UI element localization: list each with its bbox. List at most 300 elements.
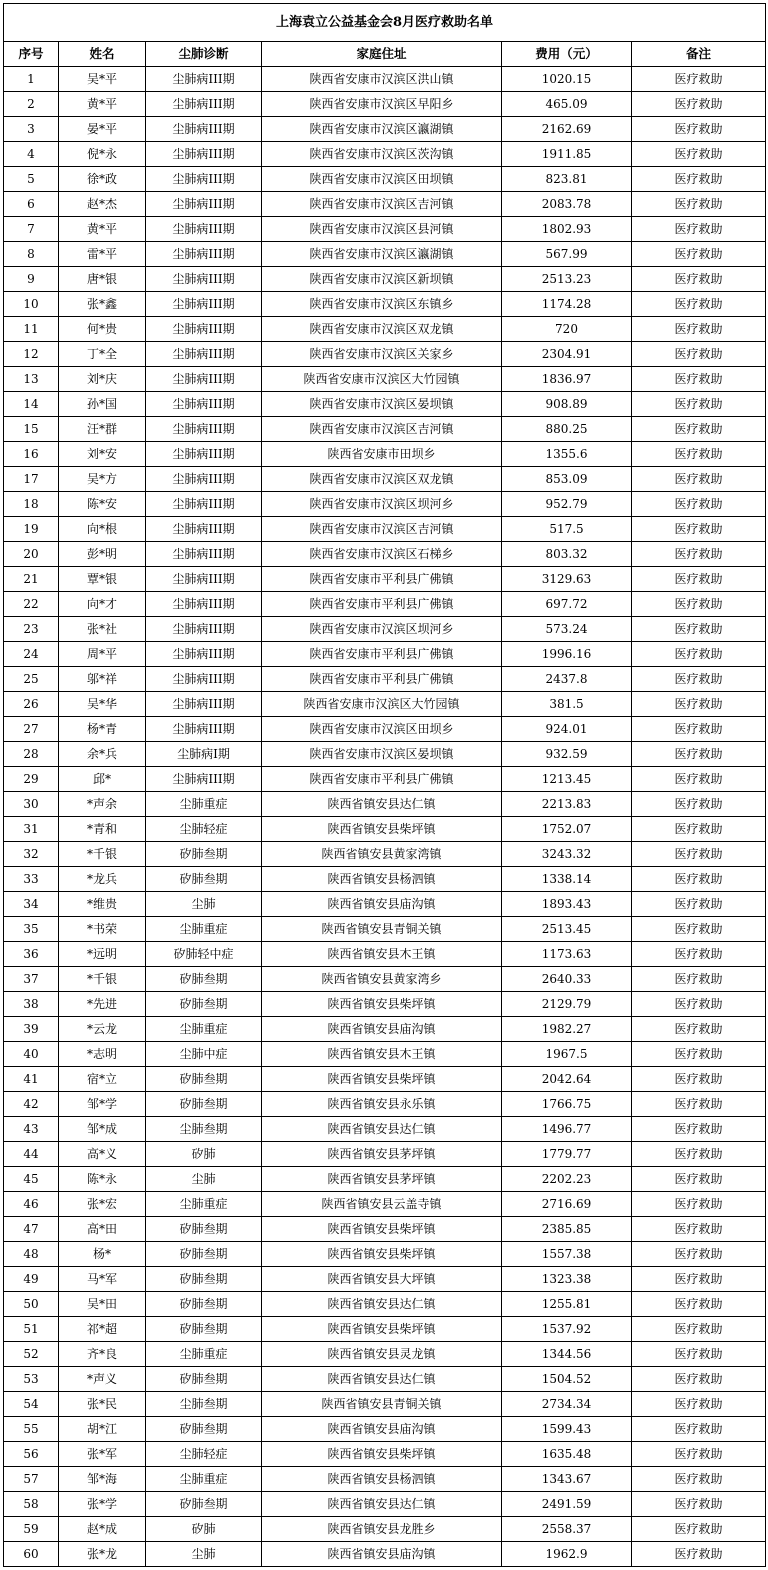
cell-address: 陕西省镇安县达仁镇	[262, 1292, 502, 1317]
cell-diagnosis: 尘肺重症	[146, 792, 262, 817]
cell-cost: 3243.32	[502, 842, 632, 867]
cell-address: 陕西省镇安县庙沟镇	[262, 892, 502, 917]
cell-index: 15	[4, 417, 59, 442]
cell-index: 17	[4, 467, 59, 492]
cell-cost: 880.25	[502, 417, 632, 442]
cell-diagnosis: 尘肺	[146, 892, 262, 917]
cell-name: *青和	[59, 817, 146, 842]
cell-cost: 720	[502, 317, 632, 342]
cell-index: 47	[4, 1217, 59, 1242]
cell-index: 37	[4, 967, 59, 992]
cell-name: *龙兵	[59, 867, 146, 892]
cell-remark: 医疗救助	[632, 142, 766, 167]
cell-index: 56	[4, 1442, 59, 1467]
cell-remark: 医疗救助	[632, 992, 766, 1017]
cell-diagnosis: 尘肺重症	[146, 1467, 262, 1492]
cell-address: 陕西省镇安县黄家湾乡	[262, 967, 502, 992]
cell-diagnosis: 尘肺病III期	[146, 267, 262, 292]
cell-remark: 医疗救助	[632, 817, 766, 842]
column-header-address: 家庭住址	[262, 42, 502, 67]
cell-cost: 2437.8	[502, 667, 632, 692]
cell-cost: 2202.23	[502, 1167, 632, 1192]
cell-cost: 2716.69	[502, 1192, 632, 1217]
cell-name: 宿*立	[59, 1067, 146, 1092]
cell-remark: 医疗救助	[632, 1342, 766, 1367]
cell-name: 黄*平	[59, 217, 146, 242]
cell-remark: 医疗救助	[632, 342, 766, 367]
cell-cost: 1967.5	[502, 1042, 632, 1067]
table-row	[4, 1467, 766, 1492]
cell-remark: 医疗救助	[632, 1067, 766, 1092]
table-row	[4, 742, 766, 767]
cell-cost: 1996.16	[502, 642, 632, 667]
cell-remark: 医疗救助	[632, 1167, 766, 1192]
cell-name: 陈*安	[59, 492, 146, 517]
table-row	[4, 167, 766, 192]
cell-name: 余*兵	[59, 742, 146, 767]
cell-name: *书荣	[59, 917, 146, 942]
cell-name: 黄*平	[59, 92, 146, 117]
cell-diagnosis: 矽肺叁期	[146, 1292, 262, 1317]
cell-cost: 2385.85	[502, 1217, 632, 1242]
cell-diagnosis: 尘肺病III期	[146, 392, 262, 417]
cell-cost: 2640.33	[502, 967, 632, 992]
cell-index: 32	[4, 842, 59, 867]
cell-diagnosis: 矽肺叁期	[146, 867, 262, 892]
cell-address: 陕西省安康市汉滨区吉河镇	[262, 417, 502, 442]
cell-address: 陕西省镇安县柴坪镇	[262, 992, 502, 1017]
table-row	[4, 142, 766, 167]
cell-diagnosis: 尘肺病III期	[146, 642, 262, 667]
cell-address: 陕西省安康市平利县广佛镇	[262, 767, 502, 792]
cell-remark: 医疗救助	[632, 367, 766, 392]
aid-list-table	[3, 3, 766, 1567]
cell-index: 3	[4, 117, 59, 142]
cell-cost: 697.72	[502, 592, 632, 617]
cell-index: 40	[4, 1042, 59, 1067]
cell-index: 45	[4, 1167, 59, 1192]
table-row	[4, 867, 766, 892]
cell-address: 陕西省镇安县庙沟镇	[262, 1017, 502, 1042]
cell-cost: 1323.38	[502, 1267, 632, 1292]
cell-index: 52	[4, 1342, 59, 1367]
cell-index: 30	[4, 792, 59, 817]
cell-cost: 1338.14	[502, 867, 632, 892]
cell-address: 陕西省安康市汉滨区瀛湖镇	[262, 117, 502, 142]
column-header-cost: 费用（元）	[502, 42, 632, 67]
cell-remark: 医疗救助	[632, 1242, 766, 1267]
cell-cost: 1635.48	[502, 1442, 632, 1467]
cell-cost: 1173.63	[502, 942, 632, 967]
table-row	[4, 1092, 766, 1117]
cell-address: 陕西省安康市汉滨区田坝乡	[262, 717, 502, 742]
cell-cost: 1752.07	[502, 817, 632, 842]
cell-remark: 医疗救助	[632, 1192, 766, 1217]
cell-cost: 2083.78	[502, 192, 632, 217]
cell-index: 27	[4, 717, 59, 742]
cell-remark: 医疗救助	[632, 567, 766, 592]
cell-cost: 1599.43	[502, 1417, 632, 1442]
cell-name: 杨*青	[59, 717, 146, 742]
cell-address: 陕西省安康市汉滨区晏坝镇	[262, 392, 502, 417]
cell-cost: 1020.15	[502, 67, 632, 92]
cell-address: 陕西省镇安县大坪镇	[262, 1267, 502, 1292]
table-body	[4, 67, 766, 1567]
table-row	[4, 842, 766, 867]
cell-cost: 924.01	[502, 717, 632, 742]
cell-diagnosis: 尘肺病III期	[146, 617, 262, 642]
table-row	[4, 1167, 766, 1192]
cell-name: *远明	[59, 942, 146, 967]
cell-cost: 1496.77	[502, 1117, 632, 1142]
cell-name: 覃*银	[59, 567, 146, 592]
cell-address: 陕西省安康市汉滨区茨沟镇	[262, 142, 502, 167]
cell-address: 陕西省镇安县茅坪镇	[262, 1142, 502, 1167]
table-row	[4, 1117, 766, 1142]
cell-remark: 医疗救助	[632, 442, 766, 467]
cell-address: 陕西省镇安县木王镇	[262, 1042, 502, 1067]
cell-address: 陕西省安康市汉滨区瀛湖镇	[262, 242, 502, 267]
cell-name: 吴*华	[59, 692, 146, 717]
cell-cost: 1355.6	[502, 442, 632, 467]
cell-name: 高*田	[59, 1217, 146, 1242]
cell-index: 60	[4, 1542, 59, 1567]
cell-index: 50	[4, 1292, 59, 1317]
cell-index: 6	[4, 192, 59, 217]
cell-cost: 2304.91	[502, 342, 632, 367]
cell-remark: 医疗救助	[632, 1417, 766, 1442]
cell-diagnosis: 尘肺病III期	[146, 567, 262, 592]
cell-remark: 医疗救助	[632, 117, 766, 142]
cell-address: 陕西省镇安县青铜关镇	[262, 1392, 502, 1417]
cell-name: 雷*平	[59, 242, 146, 267]
cell-name: *声余	[59, 792, 146, 817]
cell-cost: 2162.69	[502, 117, 632, 142]
cell-remark: 医疗救助	[632, 867, 766, 892]
table-row	[4, 1292, 766, 1317]
cell-index: 46	[4, 1192, 59, 1217]
cell-cost: 823.81	[502, 167, 632, 192]
cell-address: 陕西省镇安县柴坪镇	[262, 817, 502, 842]
cell-name: 邱*	[59, 767, 146, 792]
table-row	[4, 317, 766, 342]
cell-index: 4	[4, 142, 59, 167]
cell-cost: 1504.52	[502, 1367, 632, 1392]
cell-cost: 1893.43	[502, 892, 632, 917]
cell-index: 25	[4, 667, 59, 692]
cell-remark: 医疗救助	[632, 1492, 766, 1517]
cell-diagnosis: 尘肺病III期	[146, 542, 262, 567]
cell-index: 33	[4, 867, 59, 892]
table-row	[4, 1217, 766, 1242]
cell-remark: 医疗救助	[632, 742, 766, 767]
cell-name: 邬*祥	[59, 667, 146, 692]
cell-cost: 1343.67	[502, 1467, 632, 1492]
cell-address: 陕西省安康市汉滨区石梯乡	[262, 542, 502, 567]
cell-diagnosis: 尘肺病I期	[146, 742, 262, 767]
cell-address: 陕西省安康市汉滨区坝河乡	[262, 617, 502, 642]
cell-remark: 医疗救助	[632, 1017, 766, 1042]
cell-cost: 2558.37	[502, 1517, 632, 1542]
table-row	[4, 117, 766, 142]
table-row	[4, 1417, 766, 1442]
cell-index: 11	[4, 317, 59, 342]
cell-index: 31	[4, 817, 59, 842]
table-row	[4, 442, 766, 467]
cell-name: 丁*全	[59, 342, 146, 367]
cell-name: 唐*银	[59, 267, 146, 292]
cell-index: 24	[4, 642, 59, 667]
cell-name: 赵*成	[59, 1517, 146, 1542]
table-row	[4, 342, 766, 367]
cell-remark: 医疗救助	[632, 667, 766, 692]
table-row	[4, 67, 766, 92]
cell-address: 陕西省安康市汉滨区吉河镇	[262, 517, 502, 542]
cell-address: 陕西省镇安县龙胜乡	[262, 1517, 502, 1542]
cell-index: 20	[4, 542, 59, 567]
cell-remark: 医疗救助	[632, 942, 766, 967]
table-row	[4, 1517, 766, 1542]
table-row	[4, 267, 766, 292]
table-row	[4, 192, 766, 217]
table-row	[4, 492, 766, 517]
cell-diagnosis: 尘肺病III期	[146, 417, 262, 442]
cell-cost: 2129.79	[502, 992, 632, 1017]
cell-cost: 1537.92	[502, 1317, 632, 1342]
cell-name: 汪*群	[59, 417, 146, 442]
cell-name: 张*宏	[59, 1192, 146, 1217]
cell-address: 陕西省镇安县杨泗镇	[262, 867, 502, 892]
column-header-index: 序号	[4, 42, 59, 67]
cell-name: 吴*平	[59, 67, 146, 92]
cell-diagnosis: 尘肺病III期	[146, 117, 262, 142]
cell-cost: 1174.28	[502, 292, 632, 317]
cell-diagnosis: 矽肺叁期	[146, 992, 262, 1017]
cell-cost: 567.99	[502, 242, 632, 267]
cell-address: 陕西省镇安县庙沟镇	[262, 1417, 502, 1442]
cell-cost: 465.09	[502, 92, 632, 117]
cell-name: 张*学	[59, 1492, 146, 1517]
cell-index: 1	[4, 67, 59, 92]
cell-name: 邹*海	[59, 1467, 146, 1492]
cell-name: *志明	[59, 1042, 146, 1067]
cell-diagnosis: 尘肺病III期	[146, 292, 262, 317]
table-row	[4, 517, 766, 542]
cell-remark: 医疗救助	[632, 542, 766, 567]
table-row	[4, 917, 766, 942]
cell-diagnosis: 矽肺叁期	[146, 1242, 262, 1267]
cell-index: 55	[4, 1417, 59, 1442]
cell-diagnosis: 尘肺病III期	[146, 667, 262, 692]
cell-cost: 1779.77	[502, 1142, 632, 1167]
cell-index: 54	[4, 1392, 59, 1417]
cell-cost: 1982.27	[502, 1017, 632, 1042]
cell-diagnosis: 矽肺叁期	[146, 1092, 262, 1117]
cell-name: 晏*平	[59, 117, 146, 142]
cell-remark: 医疗救助	[632, 617, 766, 642]
cell-address: 陕西省镇安县达仁镇	[262, 1492, 502, 1517]
cell-index: 42	[4, 1092, 59, 1117]
cell-diagnosis: 矽肺叁期	[146, 1317, 262, 1342]
cell-diagnosis: 尘肺病III期	[146, 367, 262, 392]
table-row	[4, 1442, 766, 1467]
cell-remark: 医疗救助	[632, 192, 766, 217]
cell-name: *千银	[59, 967, 146, 992]
cell-diagnosis: 尘肺中症	[146, 1042, 262, 1067]
cell-diagnosis: 尘肺	[146, 1542, 262, 1567]
cell-diagnosis: 矽肺	[146, 1142, 262, 1167]
cell-name: 向*根	[59, 517, 146, 542]
table-row	[4, 942, 766, 967]
cell-diagnosis: 尘肺病III期	[146, 767, 262, 792]
cell-index: 5	[4, 167, 59, 192]
cell-index: 58	[4, 1492, 59, 1517]
table-row	[4, 692, 766, 717]
table-row	[4, 417, 766, 442]
cell-name: 张*鑫	[59, 292, 146, 317]
cell-diagnosis: 尘肺病III期	[146, 442, 262, 467]
cell-name: 邹*成	[59, 1117, 146, 1142]
cell-index: 13	[4, 367, 59, 392]
cell-index: 16	[4, 442, 59, 467]
cell-diagnosis: 尘肺病III期	[146, 67, 262, 92]
cell-cost: 1802.93	[502, 217, 632, 242]
cell-remark: 医疗救助	[632, 1042, 766, 1067]
cell-diagnosis: 矽肺	[146, 1517, 262, 1542]
cell-cost: 853.09	[502, 467, 632, 492]
table-row	[4, 92, 766, 117]
cell-diagnosis: 尘肺重症	[146, 1017, 262, 1042]
cell-index: 59	[4, 1517, 59, 1542]
cell-diagnosis: 矽肺叁期	[146, 1367, 262, 1392]
cell-name: 何*贵	[59, 317, 146, 342]
cell-diagnosis: 尘肺重症	[146, 1342, 262, 1367]
table-row	[4, 1192, 766, 1217]
cell-cost: 932.59	[502, 742, 632, 767]
table-row	[4, 1067, 766, 1092]
cell-index: 29	[4, 767, 59, 792]
cell-name: 杨*	[59, 1242, 146, 1267]
cell-address: 陕西省安康市汉滨区洪山镇	[262, 67, 502, 92]
cell-index: 51	[4, 1317, 59, 1342]
cell-address: 陕西省镇安县茅坪镇	[262, 1167, 502, 1192]
cell-remark: 医疗救助	[632, 92, 766, 117]
cell-remark: 医疗救助	[632, 267, 766, 292]
cell-remark: 医疗救助	[632, 517, 766, 542]
cell-index: 48	[4, 1242, 59, 1267]
cell-address: 陕西省安康市汉滨区大竹园镇	[262, 692, 502, 717]
cell-cost: 1344.56	[502, 1342, 632, 1367]
cell-cost: 1836.97	[502, 367, 632, 392]
cell-diagnosis: 尘肺病III期	[146, 592, 262, 617]
cell-cost: 3129.63	[502, 567, 632, 592]
cell-address: 陕西省安康市平利县广佛镇	[262, 592, 502, 617]
table-row	[4, 1342, 766, 1367]
cell-name: *声义	[59, 1367, 146, 1392]
cell-diagnosis: 尘肺病III期	[146, 167, 262, 192]
cell-remark: 医疗救助	[632, 1542, 766, 1567]
table-row	[4, 1492, 766, 1517]
cell-index: 49	[4, 1267, 59, 1292]
cell-remark: 医疗救助	[632, 492, 766, 517]
cell-cost: 517.5	[502, 517, 632, 542]
cell-address: 陕西省镇安县柴坪镇	[262, 1242, 502, 1267]
cell-remark: 医疗救助	[632, 592, 766, 617]
cell-remark: 医疗救助	[632, 642, 766, 667]
column-header-diagnosis: 尘肺诊断	[146, 42, 262, 67]
cell-name: 高*义	[59, 1142, 146, 1167]
table-row	[4, 242, 766, 267]
cell-name: 张*龙	[59, 1542, 146, 1567]
cell-address: 陕西省镇安县木王镇	[262, 942, 502, 967]
cell-index: 34	[4, 892, 59, 917]
cell-diagnosis: 矽肺叁期	[146, 1067, 262, 1092]
cell-remark: 医疗救助	[632, 417, 766, 442]
table-row	[4, 717, 766, 742]
cell-name: 孙*国	[59, 392, 146, 417]
cell-address: 陕西省镇安县柴坪镇	[262, 1067, 502, 1092]
cell-remark: 医疗救助	[632, 292, 766, 317]
cell-diagnosis: 矽肺叁期	[146, 842, 262, 867]
cell-address: 陕西省安康市汉滨区东镇乡	[262, 292, 502, 317]
cell-index: 2	[4, 92, 59, 117]
table-row	[4, 892, 766, 917]
cell-remark: 医疗救助	[632, 1092, 766, 1117]
cell-remark: 医疗救助	[632, 167, 766, 192]
cell-address: 陕西省安康市汉滨区吉河镇	[262, 192, 502, 217]
table-row	[4, 967, 766, 992]
cell-index: 10	[4, 292, 59, 317]
cell-cost: 573.24	[502, 617, 632, 642]
cell-remark: 医疗救助	[632, 1267, 766, 1292]
cell-name: 张*民	[59, 1392, 146, 1417]
cell-index: 9	[4, 267, 59, 292]
table-row	[4, 1017, 766, 1042]
cell-address: 陕西省安康市汉滨区双龙镇	[262, 317, 502, 342]
cell-name: 陈*永	[59, 1167, 146, 1192]
table-row	[4, 992, 766, 1017]
column-header-name: 姓名	[59, 42, 146, 67]
cell-address: 陕西省镇安县杨泗镇	[262, 1467, 502, 1492]
cell-cost: 381.5	[502, 692, 632, 717]
cell-index: 7	[4, 217, 59, 242]
table-row	[4, 542, 766, 567]
cell-index: 8	[4, 242, 59, 267]
cell-remark: 医疗救助	[632, 1517, 766, 1542]
cell-remark: 医疗救助	[632, 317, 766, 342]
cell-diagnosis: 尘肺病III期	[146, 142, 262, 167]
cell-address: 陕西省镇安县达仁镇	[262, 1367, 502, 1392]
cell-remark: 医疗救助	[632, 1392, 766, 1417]
cell-remark: 医疗救助	[632, 892, 766, 917]
table-row	[4, 1367, 766, 1392]
table-row	[4, 467, 766, 492]
cell-diagnosis: 尘肺病III期	[146, 692, 262, 717]
cell-diagnosis: 尘肺重症	[146, 1192, 262, 1217]
cell-diagnosis: 尘肺病III期	[146, 217, 262, 242]
cell-diagnosis: 矽肺叁期	[146, 1267, 262, 1292]
cell-index: 22	[4, 592, 59, 617]
cell-remark: 医疗救助	[632, 717, 766, 742]
cell-remark: 医疗救助	[632, 842, 766, 867]
cell-address: 陕西省镇安县达仁镇	[262, 792, 502, 817]
cell-remark: 医疗救助	[632, 917, 766, 942]
cell-cost: 2213.83	[502, 792, 632, 817]
cell-index: 43	[4, 1117, 59, 1142]
cell-address: 陕西省镇安县青铜关镇	[262, 917, 502, 942]
cell-cost: 2734.34	[502, 1392, 632, 1417]
cell-index: 18	[4, 492, 59, 517]
